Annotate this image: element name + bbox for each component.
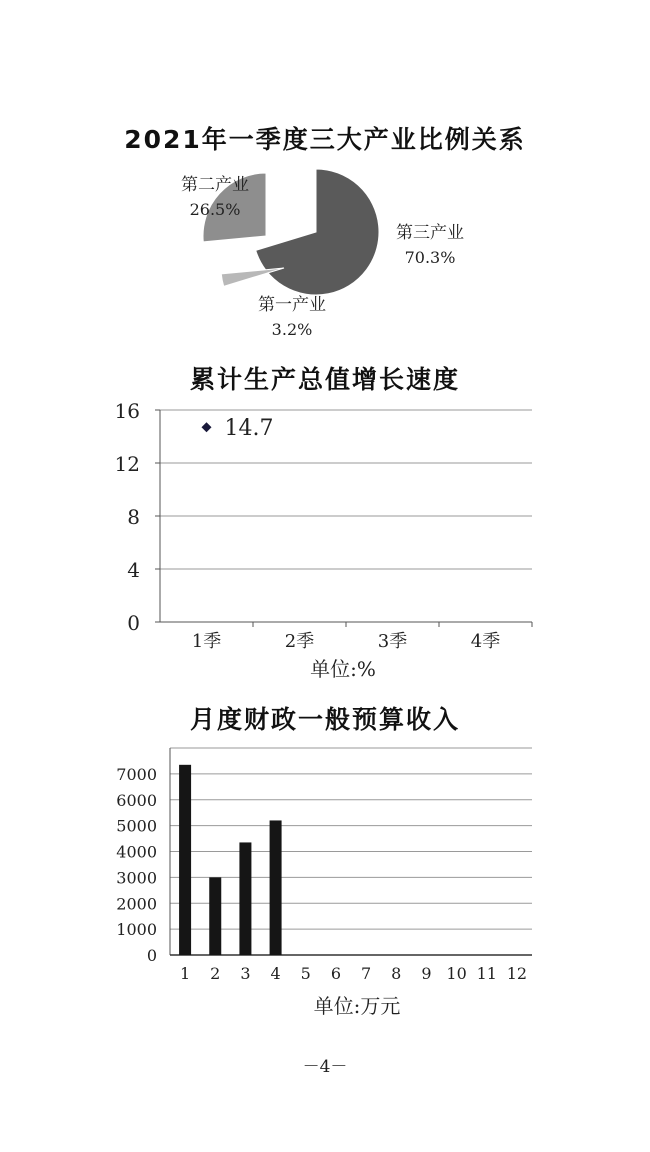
x-tick-label: 2季	[284, 631, 315, 652]
y-tick-label: 6000	[116, 790, 157, 810]
y-tick-label: 3000	[116, 868, 157, 888]
y-tick-label: 1000	[116, 920, 157, 940]
x-tick-label: 3	[240, 964, 251, 983]
growth-chart	[0, 392, 650, 692]
pie-slice	[256, 169, 379, 295]
x-tick-label: 8	[391, 964, 402, 983]
y-tick-label: 12	[114, 452, 140, 476]
unit-label: 单位:万元	[313, 994, 401, 1018]
data-point-marker	[202, 422, 212, 432]
growth-chart-title: 累计生产总值增长速度	[189, 365, 460, 394]
unit-label: 单位:%	[310, 657, 376, 681]
pie-chart	[0, 160, 650, 360]
pie-slice-name-label: 第一产业	[258, 295, 326, 315]
revenue-chart-title: 月度财政一般预算收入	[189, 705, 460, 734]
x-tick-label: 4季	[470, 631, 501, 652]
x-tick-label: 3季	[377, 631, 408, 652]
x-tick-label: 7	[360, 964, 372, 983]
pie-slice-value-label: 70.3%	[404, 248, 456, 267]
pie-slice-value-label: 26.5%	[189, 200, 241, 219]
page-number: －4－	[302, 1057, 348, 1077]
pie-chart-title: 2021年一季度三大产业比例关系	[124, 125, 526, 154]
x-tick-label: 10	[446, 964, 467, 983]
y-tick-label: 7000	[116, 764, 157, 784]
bar	[209, 877, 221, 955]
pie-slice-name-label: 第三产业	[396, 223, 464, 243]
bar	[179, 765, 191, 955]
x-tick-label: 1季	[191, 631, 222, 652]
bar	[239, 842, 251, 955]
y-tick-label: 4000	[116, 842, 157, 862]
pie-slice-name-label: 第二产业	[181, 175, 249, 195]
y-tick-label: 4	[127, 558, 140, 582]
data-label: 14.7	[224, 416, 274, 442]
x-tick-label: 2	[210, 964, 221, 983]
revenue-chart	[0, 738, 650, 1038]
x-tick-label: 11	[476, 964, 497, 983]
y-tick-label: 0	[127, 611, 140, 635]
y-tick-label: 8	[127, 505, 140, 529]
pie-slice-value-label: 3.2%	[271, 320, 313, 339]
y-tick-label: 5000	[116, 816, 157, 836]
x-tick-label: 1	[179, 964, 191, 983]
x-tick-label: 4	[270, 964, 281, 983]
x-tick-label: 12	[506, 964, 528, 983]
bar	[270, 820, 282, 955]
y-tick-label: 16	[114, 399, 140, 423]
y-tick-label: 2000	[116, 894, 157, 914]
x-tick-label: 5	[300, 964, 311, 983]
x-tick-label: 9	[421, 964, 432, 983]
x-tick-label: 6	[330, 964, 342, 983]
y-tick-label: 0	[146, 946, 157, 965]
